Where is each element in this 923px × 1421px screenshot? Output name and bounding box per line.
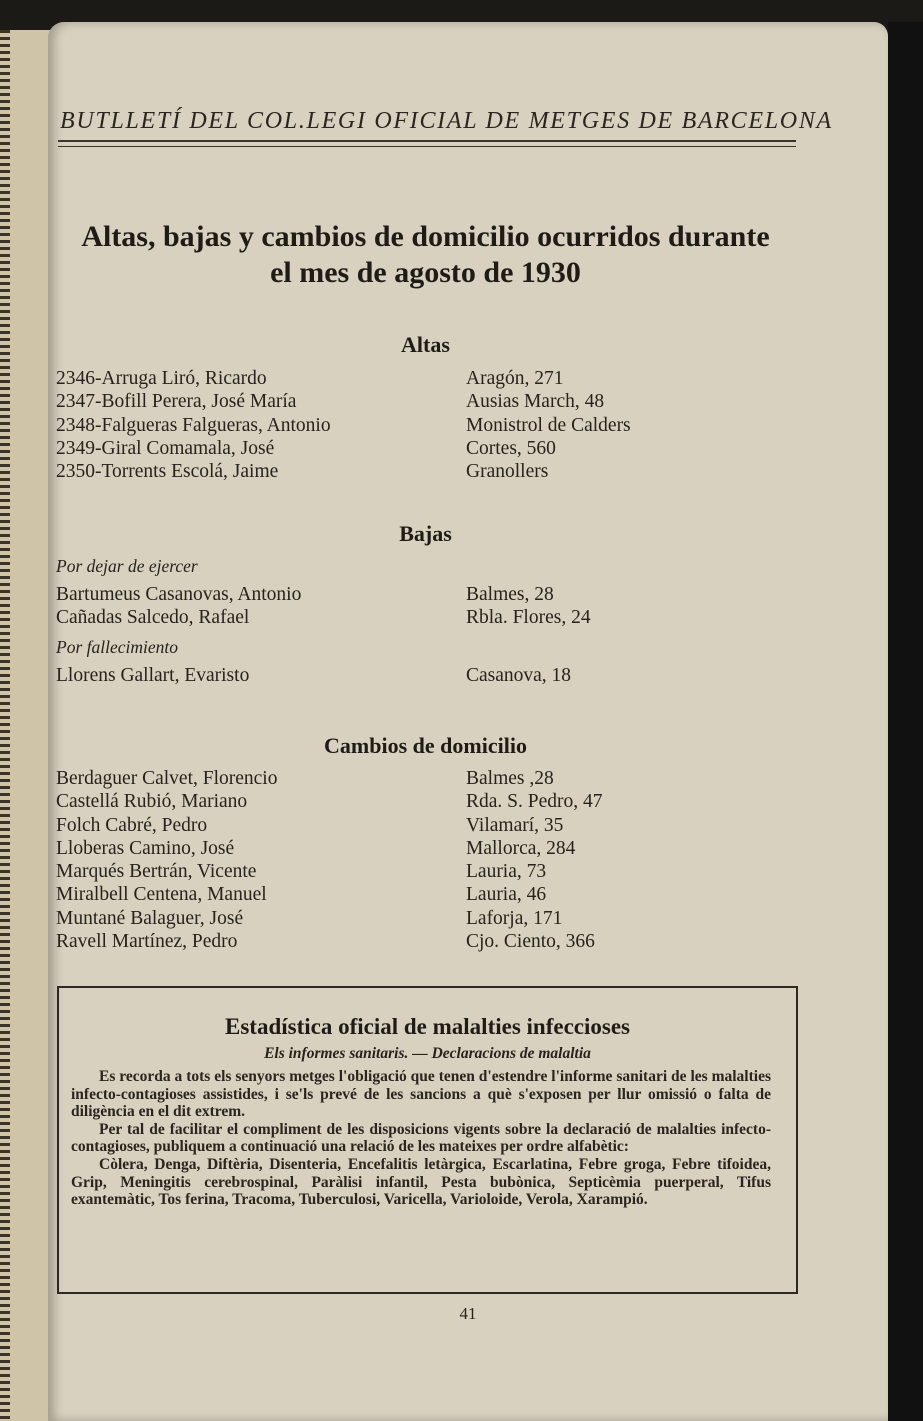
member-name: Llorens Gallart, Evaristo bbox=[56, 664, 250, 686]
bajas-list bbox=[56, 553, 796, 687]
list-item bbox=[56, 837, 796, 860]
page-number: 41 bbox=[459, 1304, 477, 1323]
member-address: Lauria, 46 bbox=[466, 884, 547, 906]
member-name: 2349-Giral Comamala, José bbox=[56, 437, 275, 459]
page-title-line2: el mes de agosto de 1930 bbox=[270, 256, 581, 289]
header-rule-thin bbox=[58, 146, 796, 147]
list-item bbox=[56, 583, 796, 606]
bajas-heading: Bajas bbox=[399, 521, 452, 546]
cambios-heading: Cambios de domicilio bbox=[324, 733, 527, 758]
member-name: Folch Cabré, Pedro bbox=[56, 814, 208, 836]
binding-edge bbox=[0, 30, 10, 1421]
list-item bbox=[56, 664, 796, 687]
notice-paragraph: Es recorda a tots els senyors metges l'obligació que tenen d'estendre l'informe sanitari de les malalties infecto-contagioses assistides, i se'ls prevé de les sancions a què s'exposen per llur omissió o falta de diligència en el dit extrem. bbox=[71, 1068, 771, 1121]
member-address: Rbla. Flores, 24 bbox=[466, 607, 591, 629]
notice-body bbox=[71, 1068, 771, 1209]
list-item bbox=[56, 437, 796, 460]
member-name: Cañadas Salcedo, Rafael bbox=[56, 607, 250, 629]
member-address: Ausias March, 48 bbox=[466, 391, 605, 413]
list-item bbox=[56, 790, 796, 813]
member-name: 2346-Arruga Liró, Ricardo bbox=[56, 368, 267, 389]
member-name: Marqués Bertrán, Vicente bbox=[56, 861, 257, 883]
list-item bbox=[56, 930, 796, 953]
notice-disease-list: Còlera, Denga, Diftèria, Disenteria, Encefalitis letàrgica, Escarlatina, Febre groga, Febre tifoidea, Grip, Meningitis cerebrospinal, Paràlisi infantil, Pesta bubònica, Septicèmia puerperal, Tifus exantemàtic, Tos ferina, Tracoma, Tuberculosi, Varicella, Varioloide, Verola, Xarampió. bbox=[71, 1155, 771, 1209]
member-name: Berdaguer Calvet, Florencio bbox=[56, 768, 278, 789]
member-address: Laforja, 171 bbox=[466, 907, 563, 929]
member-name: Muntané Balaguer, José bbox=[56, 907, 244, 929]
list-item bbox=[56, 883, 796, 906]
list-item bbox=[56, 414, 796, 437]
list-item bbox=[56, 460, 796, 483]
member-name: 2347-Bofill Perera, José María bbox=[56, 391, 297, 413]
member-address: Balmes ,28 bbox=[466, 768, 554, 789]
member-name: Ravell Martínez, Pedro bbox=[56, 931, 238, 953]
member-address: Cjo. Ciento, 366 bbox=[466, 931, 595, 953]
member-address: Monistrol de Calders bbox=[466, 414, 631, 436]
member-address: Granollers bbox=[466, 461, 549, 483]
page-title-line1: Altas, bajas y cambios de domicilio ocurridos durante bbox=[81, 220, 770, 253]
list-item bbox=[56, 907, 796, 930]
right-background bbox=[888, 22, 923, 1421]
running-header: BUTLLETÍ DEL COL.LEGI OFICIAL DE METGES DE BARCELONA bbox=[60, 108, 833, 134]
list-item bbox=[56, 860, 796, 883]
member-name: Castellá Rubió, Mariano bbox=[56, 791, 248, 813]
member-name: Miralbell Centena, Manuel bbox=[56, 884, 267, 906]
member-name: 2348-Falgueras Falgueras, Antonio bbox=[56, 414, 331, 436]
bajas-subheading: Por dejar de ejercer bbox=[56, 556, 198, 576]
cambios-list bbox=[56, 767, 796, 953]
member-address: Vilamarí, 35 bbox=[466, 814, 564, 836]
header-rule bbox=[58, 140, 796, 142]
list-item bbox=[56, 767, 796, 790]
member-address: Rda. S. Pedro, 47 bbox=[466, 791, 603, 813]
member-address: Aragón, 271 bbox=[466, 368, 564, 389]
notice-title: Estadística oficial de malalties infeccioses bbox=[225, 1014, 630, 1039]
notice-box bbox=[57, 986, 798, 1294]
member-name: Lloberas Camino, José bbox=[56, 837, 235, 859]
member-name: Bartumeus Casanovas, Antonio bbox=[56, 584, 302, 605]
member-address: Balmes, 28 bbox=[466, 584, 554, 605]
member-address: Cortes, 560 bbox=[466, 437, 556, 459]
notice-paragraph: Per tal de facilitar el compliment de les disposicions vigents sobre la declaració de malalties infecto-contagioses, publiquem a continuació una relació de les mateixes per ordre alfabètic: bbox=[71, 1120, 771, 1156]
altas-list bbox=[56, 367, 796, 483]
member-address: Lauria, 73 bbox=[466, 861, 547, 883]
list-item bbox=[56, 390, 796, 413]
member-address: Casanova, 18 bbox=[466, 664, 572, 686]
member-name: 2350-Torrents Escolá, Jaime bbox=[56, 461, 279, 483]
list-item bbox=[56, 606, 796, 629]
list-item bbox=[56, 367, 796, 390]
list-item bbox=[56, 814, 796, 837]
bajas-subheading: Por fallecimiento bbox=[56, 636, 178, 657]
altas-heading: Altas bbox=[401, 332, 450, 357]
notice-subtitle: Els informes sanitaris. — Declaracions de malaltia bbox=[264, 1045, 591, 1062]
member-address: Mallorca, 284 bbox=[466, 837, 576, 859]
